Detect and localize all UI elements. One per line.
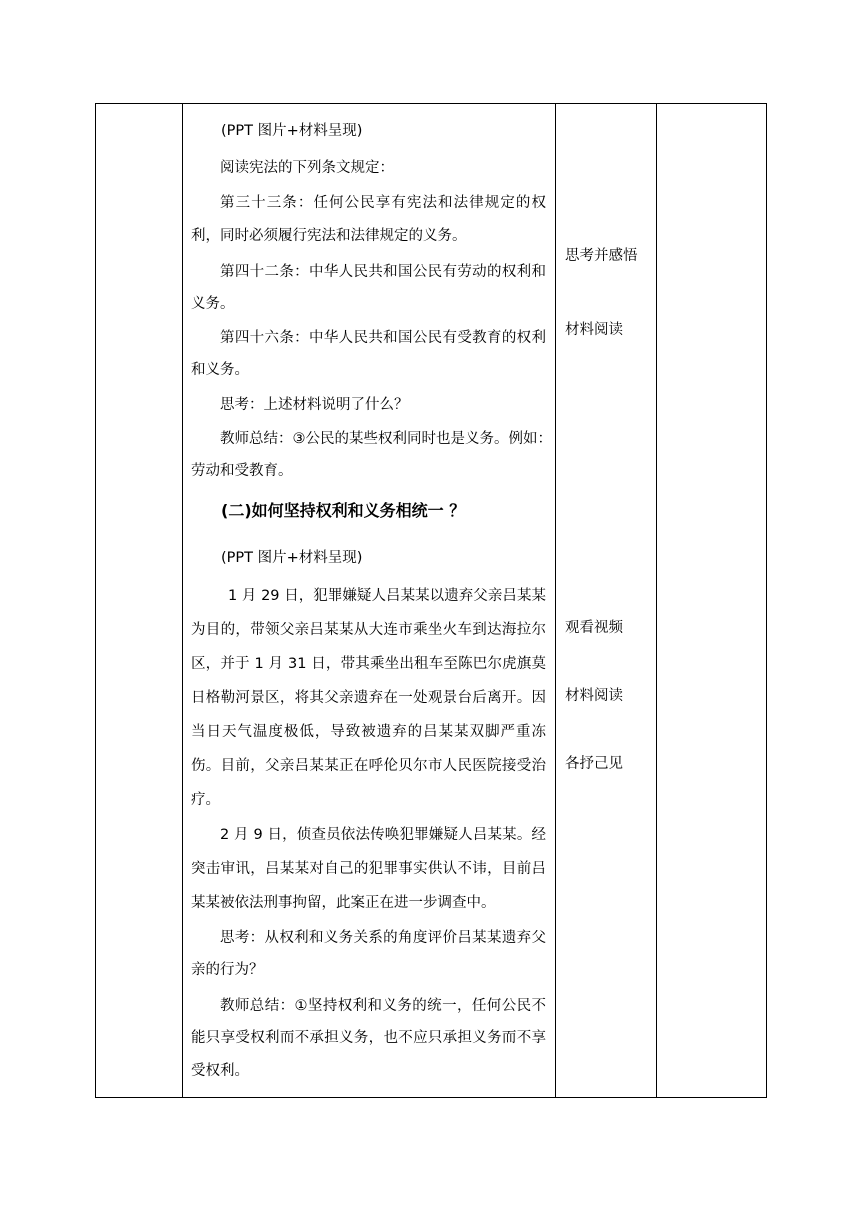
teacher-summary-2-line1: 教师总结：①坚持权利和义务的统一，任何公民不 (220, 998, 546, 1014)
intro-text: 阅读宪法的下列条文规定： (220, 160, 394, 176)
feb-line3: 某某被依法刑事拘留，此案正在进一步调查中。 (191, 895, 496, 911)
activity-watch-video: 观看视频 (565, 620, 623, 636)
section-heading: (二)如何坚持权利和义务相统一 ？ (221, 501, 466, 520)
case-line7: 疗。 (191, 792, 220, 808)
article-42-line2: 义务。 (191, 296, 235, 312)
case-line3: 区，并于 1 月 31 日，带其乘坐出租车至陈巴尔虎旗莫 (191, 656, 546, 672)
activity-material-reading-2: 材料阅读 (565, 688, 623, 704)
case-line4: 日格勒河景区，将其父亲遗弃在一处观景台后离开。因 (191, 690, 546, 706)
think-question-2-line2: 亲的行为？ (191, 962, 264, 978)
empty-cell-right (657, 104, 767, 1098)
activity-think-reflect: 思考并感悟 (565, 248, 638, 264)
article-33-line1: 第三十三条：任何公民享有宪法和法律规定的权 (220, 195, 546, 211)
teacher-summary-1-line1: 教师总结：③公民的某些权利同时也是义务。例如： (220, 431, 552, 447)
article-33-line2: 利，同时必须履行宪法和法律规定的义务。 (191, 228, 467, 244)
teacher-activity-cell (183, 104, 556, 1098)
lesson-plan-table (95, 103, 767, 1098)
feb-line1: 2 月 9 日，侦查员依法传唤犯罪嫌疑人吕某某。经 (220, 827, 546, 843)
feb-line2: 突击审讯，吕某某对自己的犯罪事实供认不讳，目前吕 (191, 861, 546, 877)
teacher-summary-2-line3: 受权利。 (191, 1063, 249, 1079)
student-activity-cell (556, 104, 657, 1098)
case-line6: 伤。目前，父亲吕某某正在呼伦贝尔市人民医院接受治 (191, 758, 546, 774)
case-line5: 当日天气温度极低，导致被遗弃的吕某某双脚严重冻 (191, 724, 546, 740)
article-46-line1: 第四十六条：中华人民共和国公民有受教育的权利 (220, 330, 546, 346)
teacher-summary-2-line2: 能只享受权利而不承担义务，也不应只承担义务而不享 (191, 1030, 546, 1046)
activity-share-opinions: 各抒己见 (565, 756, 623, 772)
activity-material-reading-1: 材料阅读 (565, 322, 623, 338)
case-line2: 为目的，带领父亲吕某某从大连市乘坐火车到达海拉尔 (191, 622, 546, 638)
article-42-line1: 第四十二条：中华人民共和国公民有劳动的权利和 (220, 264, 546, 280)
empty-cell-left (96, 104, 183, 1098)
case-line1: 1 月 29 日，犯罪嫌疑人吕某某以遗弃父亲吕某某 (228, 588, 546, 604)
think-question-2-line1: 思考：从权利和义务关系的角度评价吕某某遗弃父 (220, 930, 546, 946)
ppt-label-2: (PPT 图片+材料呈现) (221, 550, 363, 566)
think-question-1: 思考：上述材料说明了什么？ (220, 397, 409, 413)
article-46-line2: 和义务。 (191, 362, 249, 378)
ppt-label: (PPT 图片+材料呈现) (221, 123, 363, 139)
teacher-summary-1-line2: 劳动和受教育。 (191, 463, 293, 479)
